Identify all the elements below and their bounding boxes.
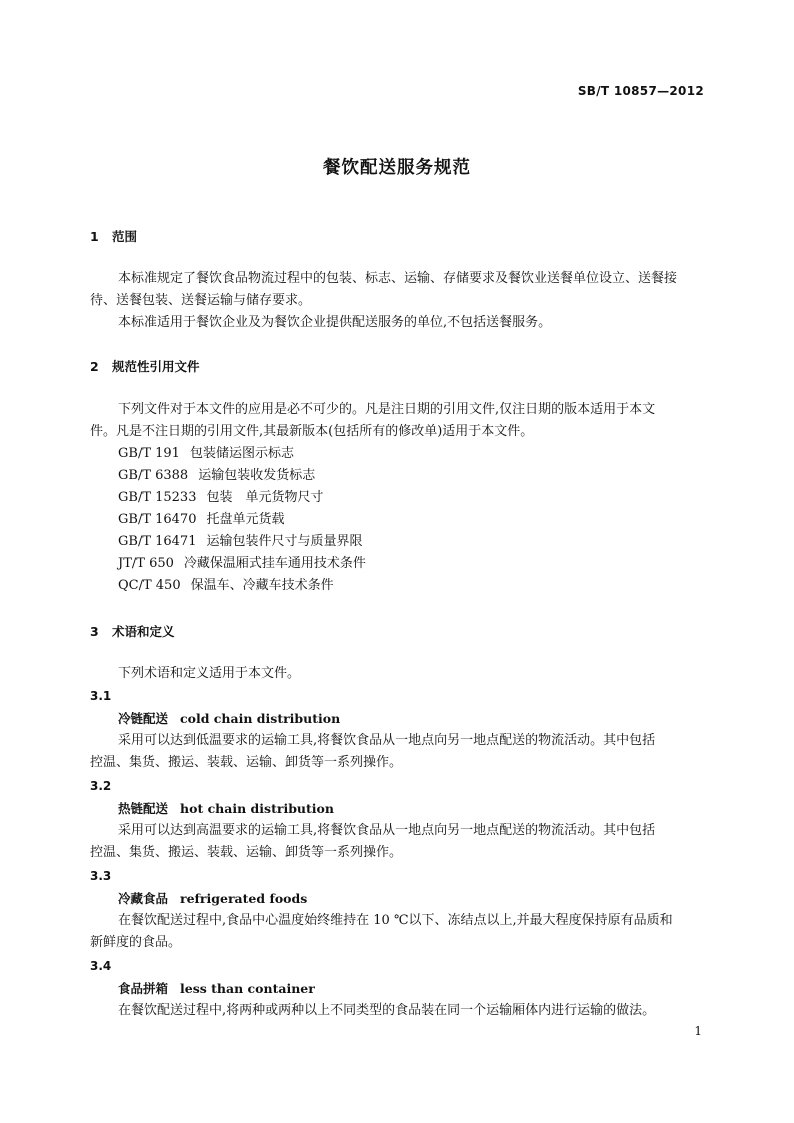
reference-code: GB/T 16471 (118, 534, 197, 549)
section-title: 范围 (112, 229, 138, 244)
definition-line: 控温、集货、搬运、装载、运输、卸货等一系列操作。 (90, 755, 403, 770)
section-number: 1 (90, 229, 99, 244)
term-entry (118, 891, 307, 907)
paragraph-line: 待、送餐包装、送餐运输与储存要求。 (90, 293, 312, 308)
reference-code: JT/T 650 (118, 556, 174, 571)
reference-code: GB/T 6388 (118, 468, 189, 483)
section-number: 3 (90, 624, 99, 639)
section-3-heading (90, 624, 175, 640)
clause-number: 3.3 (90, 869, 112, 883)
section-title: 术语和定义 (112, 624, 175, 639)
term-en: less than container (180, 981, 315, 996)
section-2-heading (90, 359, 200, 375)
reference-code: GB/T 15233 (118, 490, 197, 505)
reference-item (118, 578, 334, 594)
reference-item (118, 446, 294, 462)
page-number: 1 (694, 1024, 702, 1038)
reference-item (118, 490, 324, 506)
standard-code: SB/T 10857—2012 (577, 84, 704, 98)
definition-line: 采用可以达到高温要求的运输工具,将餐饮食品从一地点向另一地点配送的物流活动。其中包括 (118, 823, 656, 838)
reference-item (118, 512, 285, 528)
term-en: refrigerated foods (180, 891, 308, 906)
clause-number: 3.2 (90, 779, 112, 793)
paragraph-line: 下列文件对于本文件的应用是必不可少的。凡是注日期的引用文件,仅注日期的版本适用于本文 (118, 402, 656, 417)
reference-item (118, 556, 366, 572)
term-entry (118, 711, 340, 727)
definition-line: 控温、集货、搬运、装载、运输、卸货等一系列操作。 (90, 845, 403, 860)
paragraph-line: 下列术语和定义适用于本文件。 (118, 666, 301, 681)
reference-title: 运输包装件尺寸与质量界限 (206, 534, 363, 549)
reference-code: GB/T 16470 (118, 512, 197, 527)
document-title: 餐饮配送服务规范 (323, 158, 471, 178)
reference-title: 包装储运图示标志 (189, 446, 294, 461)
paragraph-line: 本标准规定了餐饮食品物流过程中的包装、标志、运输、存储要求及餐饮业送餐单位设立、送餐接 (118, 271, 678, 286)
section-title: 规范性引用文件 (112, 359, 200, 374)
reference-title: 运输包装收发货标志 (198, 468, 316, 483)
term-en: hot chain distribution (180, 801, 334, 816)
paragraph-line: 本标准适用于餐饮企业及为餐饮企业提供配送服务的单位,不包括送餐服务。 (118, 315, 552, 330)
reference-code: GB/T 191 (118, 446, 180, 461)
term-zh: 冷链配送 (118, 711, 169, 726)
reference-title: 托盘单元货载 (206, 512, 285, 527)
reference-item (118, 534, 363, 550)
term-zh: 食品拼箱 (118, 981, 169, 996)
clause-number: 3.4 (90, 959, 112, 973)
reference-title: 包装 单元货物尺寸 (206, 490, 324, 505)
reference-item (118, 468, 315, 484)
definition-line: 采用可以达到低温要求的运输工具,将餐饮食品从一地点向另一地点配送的物流活动。其中包括 (118, 733, 656, 748)
definition-line: 新鲜度的食品。 (90, 935, 182, 950)
term-zh: 冷藏食品 (118, 891, 169, 906)
term-zh: 热链配送 (118, 801, 169, 816)
section-1-heading (90, 229, 137, 245)
reference-title: 冷藏保温厢式挂车通用技术条件 (183, 556, 366, 571)
section-number: 2 (90, 359, 99, 374)
term-entry (118, 981, 315, 997)
term-entry (118, 801, 334, 817)
definition-line: 在餐饮配送过程中,将两种或两种以上不同类型的食品装在同一个运输厢体内进行运输的做法。 (118, 1003, 656, 1018)
reference-title: 保温车、冷藏车技术条件 (190, 578, 334, 593)
clause-number: 3.1 (90, 689, 112, 703)
paragraph-line: 件。凡是不注日期的引用文件,其最新版本(包括所有的修改单)适用于本文件。 (90, 424, 534, 439)
term-en: cold chain distribution (180, 711, 341, 726)
reference-code: QC/T 450 (118, 578, 181, 593)
definition-line: 在餐饮配送过程中,食品中心温度始终维持在 10 ℃以下、冻结点以上,并最大程度保持原有品质和 (118, 913, 673, 928)
